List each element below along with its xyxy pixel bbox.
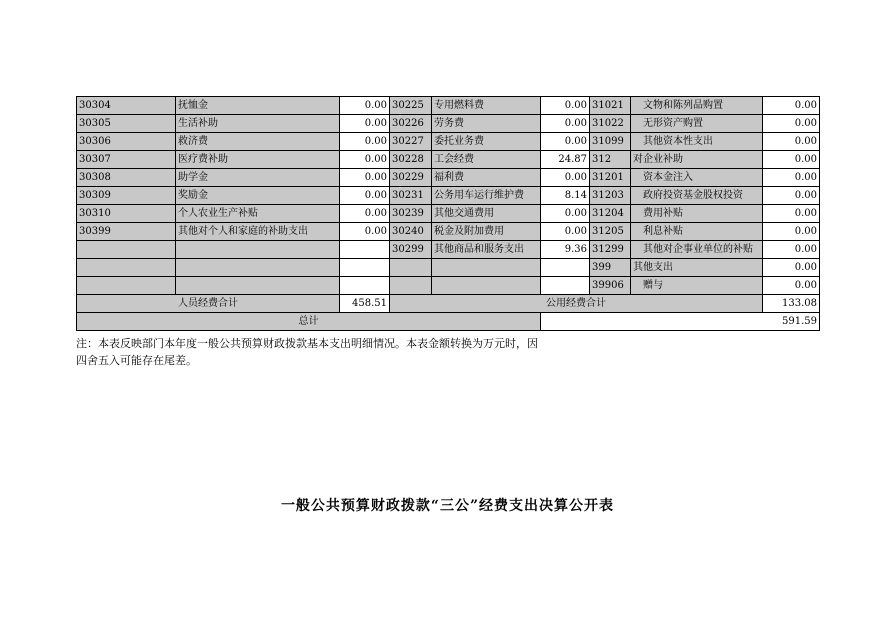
amount-public bbox=[541, 277, 590, 295]
econ-code-personnel: 30307 bbox=[77, 151, 176, 169]
econ-code-public: 30231 bbox=[390, 187, 432, 205]
item-name-personnel: 生活补助 bbox=[176, 115, 340, 133]
next-table-title: 一般公共预算财政拨款“三公”经费支出决算公开表 bbox=[280, 498, 615, 514]
item-name-personnel: 医疗费补助 bbox=[176, 151, 340, 169]
public-total-label: 公用经费合计 bbox=[390, 295, 763, 313]
item-name-public: 其他交通费用 bbox=[432, 205, 541, 223]
amount-other: 0.00 bbox=[763, 115, 820, 133]
table-note: 注：本表反映部门本年度一般公共预算财政拨款基本支出明细情况。本表金额转换为万元时，因四舍五入可能存在尾差。 bbox=[76, 337, 538, 367]
item-name-other: 利息补贴 bbox=[631, 223, 763, 241]
item-name-personnel: 奖励金 bbox=[176, 187, 340, 205]
econ-code-public: 30225 bbox=[390, 97, 432, 115]
econ-code-public: 30239 bbox=[390, 205, 432, 223]
basic-expenditure-table bbox=[76, 96, 820, 331]
table-body bbox=[77, 97, 820, 295]
amount-personnel: 0.00 bbox=[340, 97, 390, 115]
amount-other: 0.00 bbox=[763, 223, 820, 241]
econ-code-other: 399 bbox=[590, 259, 631, 277]
amount-personnel: 0.00 bbox=[340, 169, 390, 187]
econ-code-public: 30240 bbox=[390, 223, 432, 241]
econ-code-personnel: 30310 bbox=[77, 205, 176, 223]
table-row bbox=[77, 223, 820, 241]
amount-personnel bbox=[340, 277, 390, 295]
table-row bbox=[77, 241, 820, 259]
econ-code-personnel: 30305 bbox=[77, 115, 176, 133]
item-name-other: 赠与 bbox=[631, 277, 763, 295]
amount-personnel: 0.00 bbox=[340, 151, 390, 169]
table-row bbox=[77, 133, 820, 151]
econ-code-other: 31204 bbox=[590, 205, 631, 223]
item-name-personnel: 救济费 bbox=[176, 133, 340, 151]
amount-personnel: 0.00 bbox=[340, 205, 390, 223]
amount-public: 0.00 bbox=[541, 169, 590, 187]
econ-code-public bbox=[390, 259, 432, 277]
econ-code-other: 312 bbox=[590, 151, 631, 169]
item-name-other: 政府投资基金股权投资 bbox=[631, 187, 763, 205]
item-name-personnel: 其他对个人和家庭的补助支出 bbox=[176, 223, 340, 241]
econ-code-personnel: 30306 bbox=[77, 133, 176, 151]
econ-code-other: 39906 bbox=[590, 277, 631, 295]
amount-public: 24.87 bbox=[541, 151, 590, 169]
econ-code-other: 31299 bbox=[590, 241, 631, 259]
item-name-personnel bbox=[176, 259, 340, 277]
amount-public: 0.00 bbox=[541, 223, 590, 241]
amount-public: 0.00 bbox=[541, 133, 590, 151]
amount-other: 0.00 bbox=[763, 277, 820, 295]
amount-personnel: 0.00 bbox=[340, 115, 390, 133]
personnel-total-value: 458.51 bbox=[340, 295, 390, 313]
grand-total-value: 591.59 bbox=[541, 313, 820, 331]
amount-other: 0.00 bbox=[763, 205, 820, 223]
econ-code-personnel bbox=[77, 241, 176, 259]
table-row bbox=[77, 205, 820, 223]
item-name-personnel: 抚恤金 bbox=[176, 97, 340, 115]
item-name-public: 公务用车运行维护费 bbox=[432, 187, 541, 205]
item-name-public: 专用燃料费 bbox=[432, 97, 541, 115]
item-name-public bbox=[432, 277, 541, 295]
item-name-other: 其他对企事业单位的补贴 bbox=[631, 241, 763, 259]
amount-other: 0.00 bbox=[763, 259, 820, 277]
amount-personnel: 0.00 bbox=[340, 187, 390, 205]
item-name-other: 资本金注入 bbox=[631, 169, 763, 187]
item-name-personnel: 助学金 bbox=[176, 169, 340, 187]
item-name-public bbox=[432, 259, 541, 277]
econ-code-other: 31021 bbox=[590, 97, 631, 115]
table-row bbox=[77, 259, 820, 277]
amount-personnel bbox=[340, 241, 390, 259]
econ-code-personnel: 30308 bbox=[77, 169, 176, 187]
econ-code-other: 31205 bbox=[590, 223, 631, 241]
amount-other: 0.00 bbox=[763, 151, 820, 169]
econ-code-public: 30227 bbox=[390, 133, 432, 151]
econ-code-other: 31022 bbox=[590, 115, 631, 133]
amount-other: 0.00 bbox=[763, 133, 820, 151]
amount-public: 0.00 bbox=[541, 115, 590, 133]
amount-public: 0.00 bbox=[541, 97, 590, 115]
amount-public: 0.00 bbox=[541, 205, 590, 223]
amount-other: 0.00 bbox=[763, 97, 820, 115]
table-footer bbox=[77, 295, 820, 331]
econ-code-personnel bbox=[77, 277, 176, 295]
econ-code-public: 30228 bbox=[390, 151, 432, 169]
table-row bbox=[77, 151, 820, 169]
amount-personnel: 0.00 bbox=[340, 223, 390, 241]
table-row bbox=[77, 187, 820, 205]
econ-code-other: 31099 bbox=[590, 133, 631, 151]
item-name-personnel bbox=[176, 277, 340, 295]
amount-personnel bbox=[340, 259, 390, 277]
table-row bbox=[77, 115, 820, 133]
econ-code-personnel: 30399 bbox=[77, 223, 176, 241]
item-name-public: 其他商品和服务支出 bbox=[432, 241, 541, 259]
item-name-personnel bbox=[176, 241, 340, 259]
econ-code-public bbox=[390, 277, 432, 295]
item-name-other: 对企业补助 bbox=[631, 151, 763, 169]
item-name-public: 福利费 bbox=[432, 169, 541, 187]
item-name-personnel: 个人农业生产补贴 bbox=[176, 205, 340, 223]
item-name-other: 费用补贴 bbox=[631, 205, 763, 223]
item-name-other: 其他资本性支出 bbox=[631, 133, 763, 151]
table-row bbox=[77, 169, 820, 187]
personnel-total-label: 人员经费合计 bbox=[77, 295, 340, 313]
econ-code-personnel: 30304 bbox=[77, 97, 176, 115]
item-name-other: 其他支出 bbox=[631, 259, 763, 277]
econ-code-public: 30299 bbox=[390, 241, 432, 259]
econ-code-public: 30226 bbox=[390, 115, 432, 133]
grand-total-row bbox=[77, 313, 820, 331]
econ-code-personnel: 30309 bbox=[77, 187, 176, 205]
econ-code-other: 31201 bbox=[590, 169, 631, 187]
item-name-public: 税金及附加费用 bbox=[432, 223, 541, 241]
econ-code-public: 30229 bbox=[390, 169, 432, 187]
amount-other: 0.00 bbox=[763, 241, 820, 259]
amount-public bbox=[541, 259, 590, 277]
econ-code-other: 31203 bbox=[590, 187, 631, 205]
amount-public: 8.14 bbox=[541, 187, 590, 205]
item-name-public: 劳务费 bbox=[432, 115, 541, 133]
item-name-public: 工会经费 bbox=[432, 151, 541, 169]
amount-public: 9.36 bbox=[541, 241, 590, 259]
amount-other: 0.00 bbox=[763, 187, 820, 205]
public-total-value: 133.08 bbox=[763, 295, 820, 313]
amount-personnel: 0.00 bbox=[340, 133, 390, 151]
item-name-other: 文物和陈列品购置 bbox=[631, 97, 763, 115]
item-name-other: 无形资产购置 bbox=[631, 115, 763, 133]
item-name-public: 委托业务费 bbox=[432, 133, 541, 151]
subtotal-row bbox=[77, 295, 820, 313]
grand-total-label: 总计 bbox=[77, 313, 541, 331]
amount-other: 0.00 bbox=[763, 169, 820, 187]
table-row bbox=[77, 277, 820, 295]
table-row bbox=[77, 97, 820, 115]
econ-code-personnel bbox=[77, 259, 176, 277]
